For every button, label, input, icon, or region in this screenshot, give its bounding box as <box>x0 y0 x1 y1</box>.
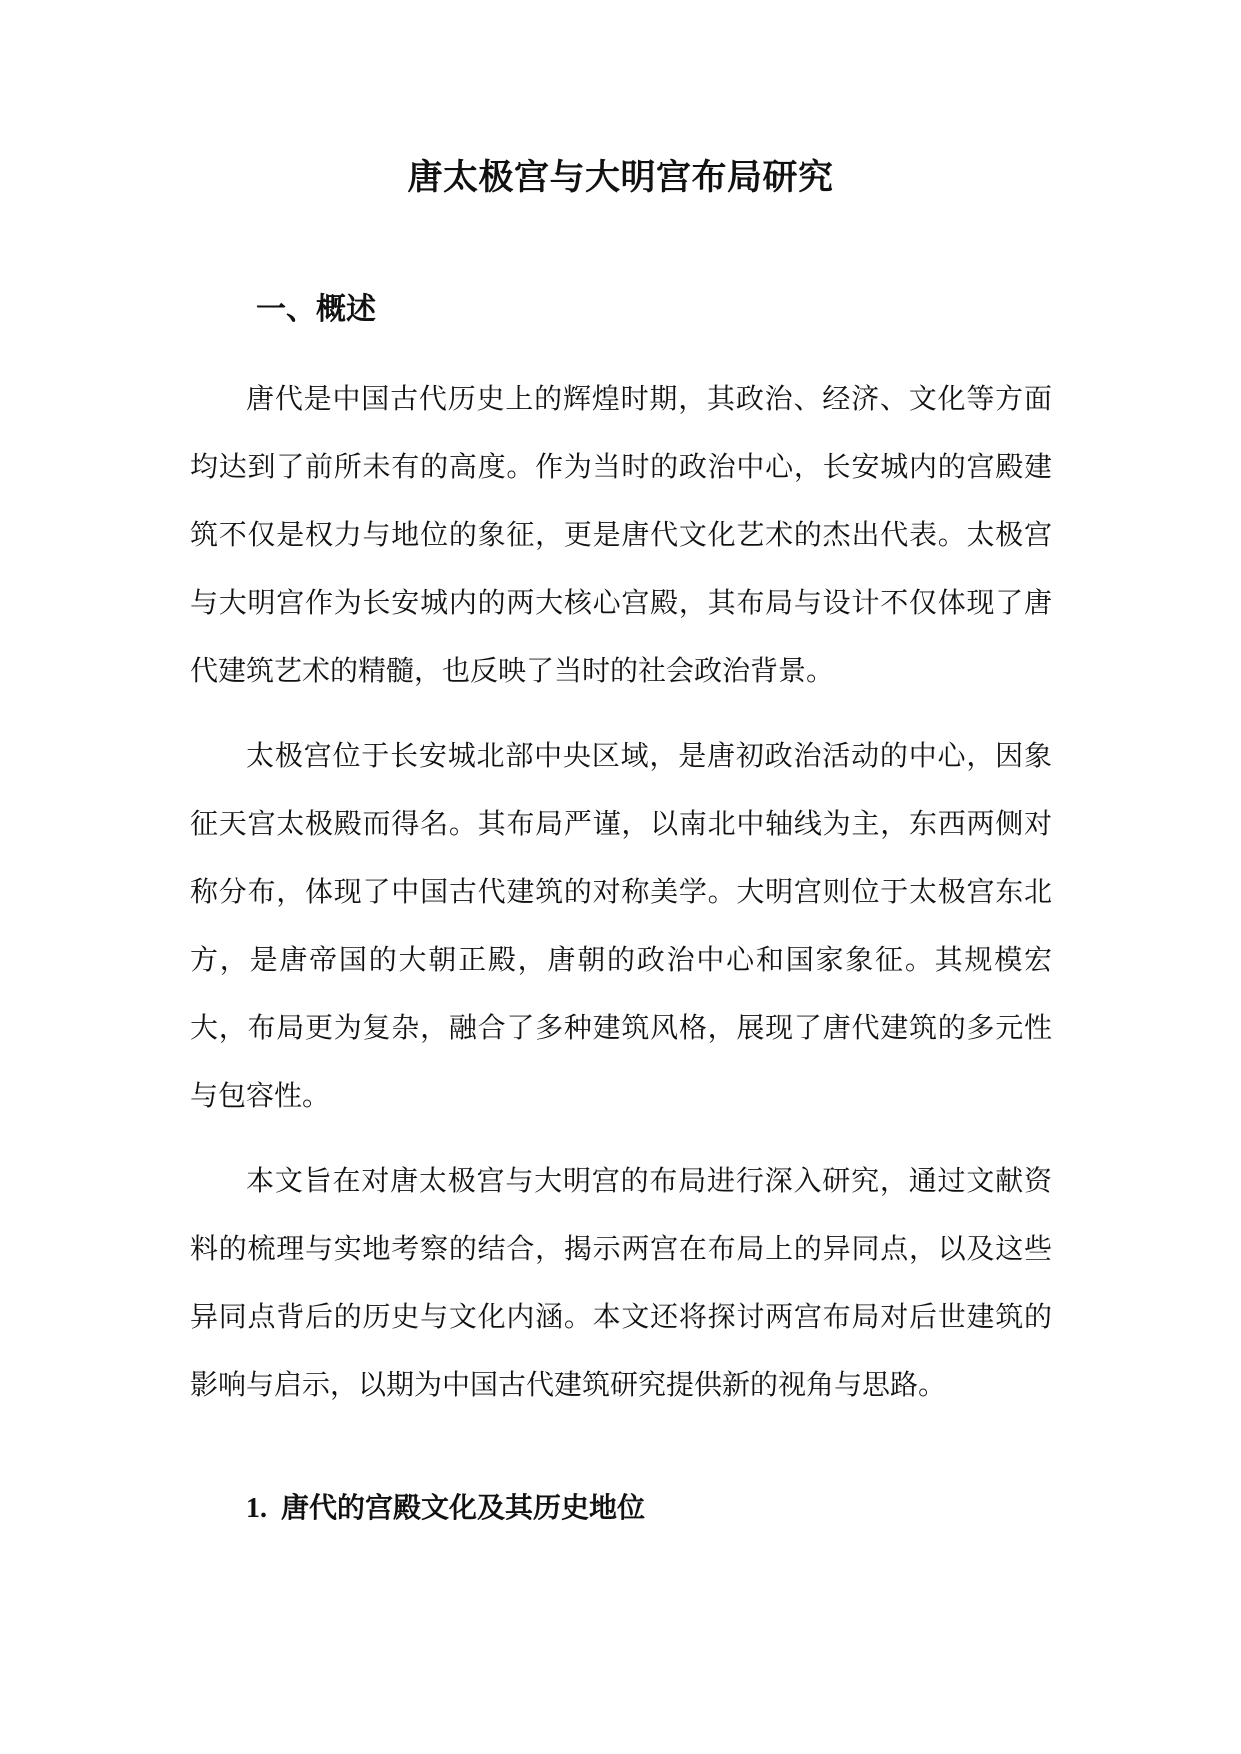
paragraph-2: 太极宫位于长安城北部中央区域，是唐初政治活动的中心，因象征天宫太极殿而得名。其布局严谨，以南北中轴线为主，东西两侧对称分布，体现了中国古代建筑的对称美学。大明宫则位于太极宫东北方，是唐帝国的大朝正殿，唐朝的政治中心和国家象征。其规模宏大，布局更为复杂，融合了多种建筑风格，展现了唐代建筑的多元性与包容性。 <box>190 739 1052 1112</box>
paragraph-3: 本文旨在对唐太极宫与大明宫的布局进行深入研究，通过文献资料的梳理与实地考察的结合，揭示两宫在布局上的异同点，以及这些异同点背后的历史与文化内涵。本文还将探讨两宫布局对后世建筑的影响与启示，以期为中国古代建筑研究提供新的视角与思路。 <box>190 1164 1052 1401</box>
subsection-heading <box>246 1486 645 1526</box>
section-heading-overview: 一、概述 <box>256 292 376 327</box>
document-title: 唐太极宫与大明宫布局研究 <box>407 157 834 198</box>
subsection-title: 唐代的宫殿文化及其历史地位 <box>281 1491 646 1524</box>
paragraph-1: 唐代是中国古代历史上的辉煌时期，其政治、经济、文化等方面均达到了前所未有的高度。作为当时的政治中心，长安城内的宫殿建筑不仅是权力与地位的象征，更是唐代文化艺术的杰出代表。太极宫与大明宫作为长安城内的两大核心宫殿，其布局与设计不仅体现了唐代建筑艺术的精髓，也反映了当时的社会政治背景。 <box>190 382 1052 687</box>
overview-body <box>190 365 1052 1436</box>
subsection-number: 1. <box>246 1493 267 1524</box>
